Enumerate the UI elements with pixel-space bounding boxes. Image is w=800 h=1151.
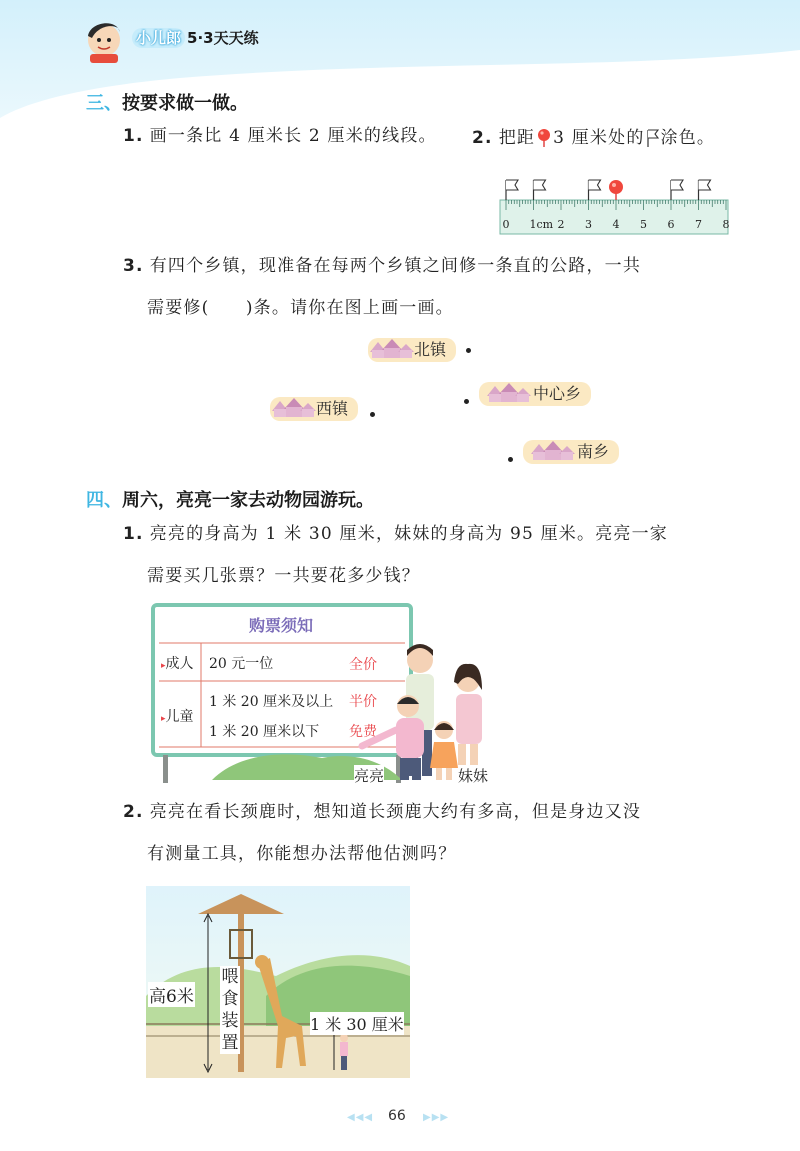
question-number: 1. bbox=[123, 524, 144, 544]
town-south-label: 南乡 bbox=[577, 442, 610, 461]
town-west bbox=[270, 397, 375, 421]
question-4-2-line2: 有测量工具，你能想办法帮他估测吗？ bbox=[147, 844, 457, 864]
houses-icon bbox=[370, 336, 414, 360]
brand-series: 5·3天天练 bbox=[187, 29, 259, 47]
flag-icon bbox=[506, 180, 518, 200]
town-north-label: 北镇 bbox=[414, 340, 447, 359]
ruler-tick-label: 4 bbox=[612, 218, 620, 231]
ticket-row-child-category: ▸儿童 bbox=[161, 709, 194, 725]
town-north-point bbox=[466, 348, 471, 353]
footer-right-arrows: ▶▶▶ bbox=[423, 1112, 450, 1123]
question-number: 1. bbox=[123, 126, 144, 146]
question-3-3-line1 bbox=[123, 258, 641, 275]
question-number: 2. bbox=[123, 802, 144, 822]
flag-icon bbox=[534, 180, 546, 200]
ticket-row-child-tall-condition: 1 米 20 厘米及以上 bbox=[209, 694, 334, 710]
ticket-row-child-short-price: 免费 bbox=[349, 724, 377, 740]
category-label: 成人 bbox=[165, 656, 194, 672]
question-text-part: 涂色。 bbox=[660, 127, 716, 148]
ruler-tick-label: 2 bbox=[557, 218, 565, 231]
question-4-1-line1 bbox=[123, 526, 668, 543]
page-number: 66 bbox=[388, 1108, 406, 1124]
question-text-part: 3 厘米处的 bbox=[553, 127, 645, 148]
pin-icon bbox=[537, 128, 551, 148]
town-center-point bbox=[464, 399, 469, 404]
question-number: 3. bbox=[123, 256, 144, 276]
brand-name: 小儿郎 bbox=[132, 28, 185, 48]
mascot-logo-icon bbox=[82, 14, 130, 64]
question-number: 2. bbox=[472, 127, 493, 148]
question-3-1 bbox=[123, 128, 437, 145]
ticket-row-child-short-condition: 1 米 20 厘米以下 bbox=[209, 724, 320, 740]
question-4-2-line1 bbox=[123, 804, 641, 821]
section-3-title: 按要求做一做。 bbox=[122, 93, 248, 114]
question-text: 亮亮在看长颈鹿时，想知道长颈鹿大约有多高，但是身边又没 bbox=[149, 802, 642, 822]
flag-icon bbox=[589, 180, 601, 200]
flag-icon bbox=[671, 180, 683, 200]
ruler-tick-label: 1cm bbox=[529, 218, 554, 231]
question-text-part: 把距 bbox=[498, 127, 536, 148]
flag-icon bbox=[699, 180, 711, 200]
brand-title bbox=[132, 27, 259, 48]
question-4-1-line2: 需要买几张票？一共要花多少钱？ bbox=[147, 566, 420, 586]
ticket-row-adult-category: ▸成人 bbox=[161, 656, 194, 672]
flag-icon bbox=[646, 128, 660, 148]
height-6m-label: 高6米 bbox=[148, 982, 195, 1007]
section-3-heading bbox=[86, 89, 248, 115]
section-4-title: 周六，亮亮一家去动物园游玩。 bbox=[122, 490, 374, 511]
town-west-label: 西镇 bbox=[316, 399, 349, 418]
question-3-2 bbox=[472, 128, 715, 148]
footer-left-arrows: ◀◀◀ bbox=[347, 1112, 374, 1123]
houses-icon bbox=[487, 380, 531, 404]
ruler-tick-label: 7 bbox=[695, 218, 702, 231]
ruler-tick-label: 8 bbox=[722, 218, 730, 231]
section-4-heading bbox=[86, 486, 374, 512]
ticket-board-title: 购票须知 bbox=[248, 616, 313, 635]
pin-icon bbox=[609, 180, 623, 200]
ruler-tick-label: 5 bbox=[640, 218, 647, 231]
ticket-row-adult-condition: 20 元一位 bbox=[209, 656, 274, 672]
question-text: 有四个乡镇，现准备在每两个乡镇之间修一条直的公路，一共 bbox=[149, 256, 642, 276]
ruler-tick-label: 0 bbox=[502, 218, 510, 231]
question-3-3-line2: 需要修( )条。请你在图上画一画。 bbox=[147, 298, 454, 318]
boy-label: 亮亮 bbox=[354, 767, 385, 785]
town-center-label: 中心乡 bbox=[533, 384, 582, 403]
ruler-tick-label: 6 bbox=[667, 218, 675, 231]
town-center bbox=[464, 382, 591, 406]
girl-label: 妹妹 bbox=[458, 767, 489, 785]
town-west-point bbox=[370, 412, 375, 417]
feeder-label: 喂食装置 bbox=[221, 967, 239, 1053]
town-south bbox=[508, 440, 619, 464]
question-text: 画一条比 4 厘米长 2 厘米的线段。 bbox=[149, 126, 437, 146]
ruler bbox=[498, 172, 730, 238]
houses-icon bbox=[272, 395, 316, 419]
question-text: 亮亮的身高为 1 米 30 厘米，妹妹的身高为 95 厘米。亮亮一家 bbox=[149, 524, 668, 544]
houses-icon bbox=[531, 438, 575, 462]
ticket-row-adult-price: 全价 bbox=[349, 657, 377, 673]
ticket-row-child-tall-price: 半价 bbox=[349, 694, 377, 710]
boy-height-label: 1 米 30 厘米 bbox=[310, 1012, 404, 1035]
town-north bbox=[368, 338, 471, 362]
ruler-tick-label: 3 bbox=[585, 218, 592, 231]
section-4-number: 四、 bbox=[86, 490, 122, 511]
category-label: 儿童 bbox=[165, 709, 194, 725]
section-3-number: 三、 bbox=[86, 93, 122, 114]
town-south-point bbox=[508, 457, 513, 462]
